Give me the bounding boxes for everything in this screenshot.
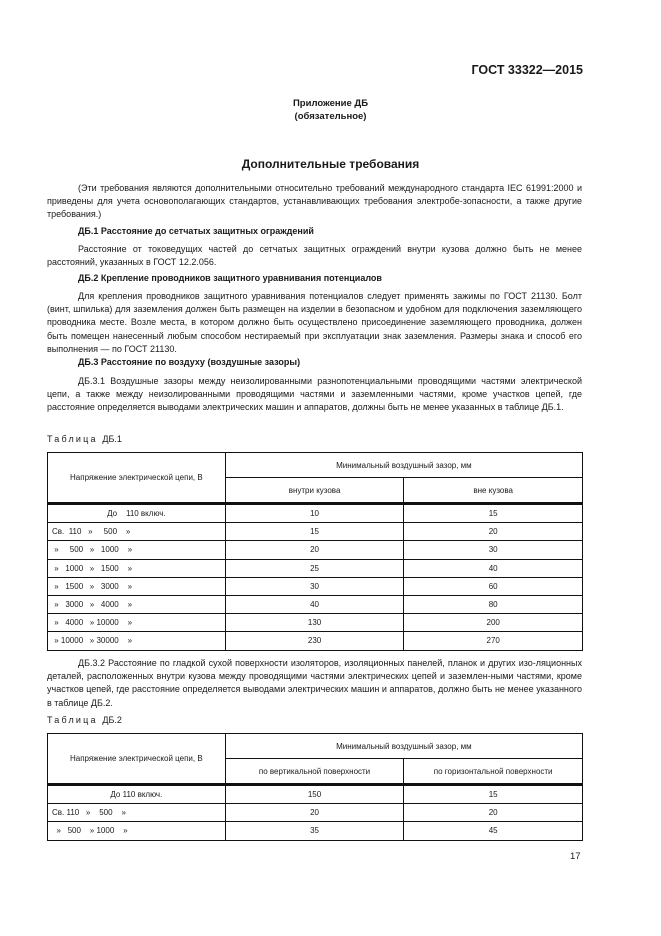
cell-voltage: » 3000 » 4000 » [48,595,226,613]
cell-vertical: 35 [225,822,404,840]
table-row [48,595,583,613]
table-row [48,559,583,577]
table2-caption [47,715,122,725]
annex-name: Приложение ДБ [292,98,369,109]
clause-body: Расстояние от токоведущих частей до сетчатых защитных ограждений внутри кузова должно быть не менее расстояний, указанных в ГОСТ 12.2.056. [47,244,582,268]
col-header-voltage: Напряжение электрической цепи, В [48,453,226,504]
clause-heading-db1: ДБ.1 Расстояние до сетчатых защитных ограждений [78,226,314,236]
cell-outside: 80 [404,595,583,613]
cell-outside: 60 [404,577,583,595]
table-row [48,504,583,523]
cell-voltage: До 110 включ. [48,785,226,804]
col-header-vertical: по вертикальной поверхности [225,759,404,785]
cell-inside: 10 [225,504,404,523]
cell-outside: 200 [404,614,583,632]
table-row [48,523,583,541]
cell-outside: 30 [404,541,583,559]
cell-inside: 30 [225,577,404,595]
cell-vertical: 150 [225,785,404,804]
table-row [48,785,583,804]
clause-heading-db2: ДБ.2 Крепление проводников защитного уравнивания потенциалов [78,273,382,283]
cell-horizontal: 20 [404,804,583,822]
cell-horizontal: 15 [404,785,583,804]
caption-word: Таблица [47,434,98,444]
cell-inside: 15 [225,523,404,541]
cell-outside: 20 [404,523,583,541]
annex-title [0,97,661,123]
cell-outside: 15 [404,504,583,523]
cell-voltage: » 10000 » 30000 » [48,632,226,650]
caption-word: Таблица [47,715,98,725]
table-row [48,541,583,559]
cell-inside: 20 [225,541,404,559]
table-db1 [47,452,583,651]
caption-number: ДБ.1 [102,434,122,444]
cell-outside: 40 [404,559,583,577]
cell-voltage: До 110 включ. [48,504,226,523]
cell-inside: 130 [225,614,404,632]
table-row [48,614,583,632]
cell-inside: 230 [225,632,404,650]
cell-voltage: Св. 110 » 500 » [48,804,226,822]
intro-text: (Эти требования являются дополнительными относительно требований международного стандарта IEC 61991:2000 и приведены для учета основополагающих стандартов, устанавливающих требования электробе-зопасности, а также другие требования.) [47,183,582,220]
clause-body: Для крепления проводников защитного уравнивания потенциалов следует применять зажимы по ГОСТ 21130. Болт (винт, шпилька) для заземления должен быть размещен на изделии в безопасном и удобном для подключения заземляющего проводника месте. Возле места, в котором должно быть осуществлено присоединение заземляющего проводника, должен быть помещен нанесенный любым способом нестираемый при эксплуатации знак заземления. Размеры знака и способ его выполнения — по ГОСТ 21130. [47,291,582,354]
col-header-group: Минимальный воздушный зазор, мм [225,734,582,759]
table-db2 [47,733,583,841]
table-row [48,804,583,822]
document-id: ГОСТ 33322—2015 [471,63,583,77]
cell-voltage: » 1500 » 3000 » [48,577,226,595]
cell-voltage: » 4000 » 10000 » [48,614,226,632]
annex-status: (обязательное) [294,111,367,122]
cell-inside: 25 [225,559,404,577]
cell-voltage: » 1000 » 1500 » [48,559,226,577]
clause-body: ДБ.3.2 Расстояние по гладкой сухой поверхности изоляторов, изоляционных панелей, планок и других изо-ляционных деталей, расположенных внутри кузова между проводящими частями электрических цепей и заземлен-ными частями, кроме участков цепей, где расстояние определяется выводами электрических машин и аппаратов, должно быть не менее указанного в таблице ДБ.2. [47,658,582,708]
col-header-voltage: Напряжение электрической цепи, В [48,734,226,785]
clause-text-db2 [47,290,582,356]
clause-text-db1 [47,243,582,269]
page-number: 17 [570,851,581,862]
cell-vertical: 20 [225,804,404,822]
clause-text-db3-2 [47,657,582,710]
col-header-inside: внутри кузова [225,478,404,504]
section-title: Дополнительные требования [241,157,420,171]
cell-outside: 270 [404,632,583,650]
table-row [48,577,583,595]
col-header-horizontal: по горизонтальной поверхности [404,759,583,785]
intro-paragraph [47,182,582,222]
clause-heading-db3: ДБ.3 Расстояние по воздуху (воздушные зазоры) [78,357,301,367]
table-row [48,632,583,650]
col-header-group: Минимальный воздушный зазор, мм [225,453,582,478]
cell-horizontal: 45 [404,822,583,840]
cell-voltage: Св. 110 » 500 » [48,523,226,541]
cell-inside: 40 [225,595,404,613]
clause-body: ДБ.3.1 Воздушные зазоры между неизолированными разнопотенциальными проводящими частями электрической цепи, а также между неизолированными проводящими частями и заземленными частями, кроме участков цепей, где расстояние определяется выводами электрических машин и аппаратов, должны быть не менее указанных в таблице ДБ.1. [47,376,582,413]
cell-voltage: » 500 » 1000 » [48,822,226,840]
table1-caption [47,434,122,444]
col-header-outside: вне кузова [404,478,583,504]
cell-voltage: » 500 » 1000 » [48,541,226,559]
clause-text-db3-1 [47,375,582,415]
caption-number: ДБ.2 [102,715,122,725]
table-row [48,822,583,840]
